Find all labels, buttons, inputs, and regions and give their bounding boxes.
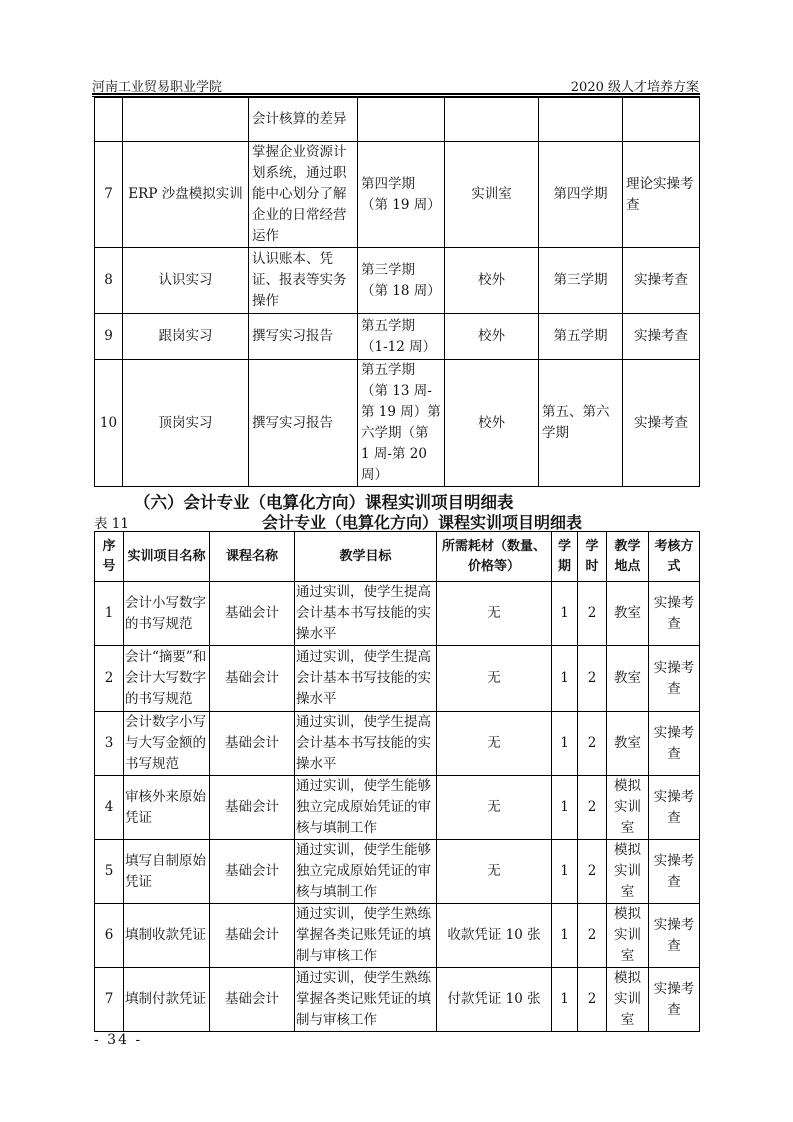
table-cell: 4: [95, 776, 124, 840]
table-cell: 模拟实训室: [607, 904, 649, 968]
table-cell: 3: [95, 712, 124, 776]
table-cell: 第五学期（第 13 周-第 19 周）第六学期（第 1 周-第 20 周）: [358, 360, 445, 487]
table-cell: 2: [578, 776, 607, 840]
table-cell: [95, 98, 123, 142]
table-cell: 收款凭证 10 张: [437, 904, 552, 968]
table-cell: 2: [578, 840, 607, 904]
table-title: 会计专业（电算化方向）课程实训项目明细表: [262, 513, 583, 532]
table-cell: 模拟实训室: [607, 840, 649, 904]
table-cell: 第四学期: [539, 142, 623, 248]
table-row: [95, 142, 700, 248]
table-cell: [358, 98, 445, 142]
table-cell: 1: [552, 712, 578, 776]
table-cell: 填制付款凭证: [124, 968, 210, 1032]
table-row: [95, 248, 700, 314]
table-cell: 1: [95, 582, 124, 646]
table-cell: 2: [578, 904, 607, 968]
table-cell: 付款凭证 10 张: [437, 968, 552, 1032]
training-schedule-table: [94, 97, 700, 487]
table-cell: 校外: [445, 314, 539, 360]
table-row: [95, 98, 700, 142]
table-cell: 模拟实训室: [607, 968, 649, 1032]
table-cell: 会计“摘要”和会计大写数字的书写规范: [124, 646, 210, 712]
column-header: 课程名称: [210, 532, 295, 582]
table-cell: 基础会计: [210, 712, 295, 776]
table-cell: 掌握企业资源计划系统，通过职能中心划分了解企业的日常经营运作: [249, 142, 358, 248]
table-cell: 教室: [607, 646, 649, 712]
table-cell: 第三学期: [539, 248, 623, 314]
table-cell: 1: [552, 904, 578, 968]
table-cell: 1: [552, 776, 578, 840]
table-row: [95, 904, 700, 968]
header-divider: [92, 93, 700, 95]
table-cell: [623, 98, 700, 142]
table-cell: 审核外来原始凭证: [124, 776, 210, 840]
table-header-row: [95, 532, 700, 582]
table-cell: 1: [552, 582, 578, 646]
table-cell: 通过实训，使学生提高会计基本书写技能的实操水平: [295, 712, 437, 776]
table-cell: 模拟实训室: [607, 776, 649, 840]
table-cell: ERP 沙盘模拟实训: [123, 142, 249, 248]
table-cell: 实操考查: [649, 712, 700, 776]
table-cell: 无: [437, 776, 552, 840]
table-cell: 认识账本、凭证、报表等实务操作: [249, 248, 358, 314]
column-header: 实训项目名称: [124, 532, 210, 582]
table-cell: [445, 98, 539, 142]
table-cell: 7: [95, 968, 124, 1032]
table-cell: 无: [437, 840, 552, 904]
table-cell: 实操考查: [623, 248, 700, 314]
table-cell: 理论实操考查: [623, 142, 700, 248]
table-cell: 基础会计: [210, 646, 295, 712]
table-cell: 实操考查: [649, 582, 700, 646]
table-cell: 校外: [445, 360, 539, 487]
table-cell: 2: [578, 582, 607, 646]
table-cell: 实训室: [445, 142, 539, 248]
table-cell: 撰写实习报告: [249, 314, 358, 360]
table-cell: 实操考查: [649, 776, 700, 840]
table-cell: 填制收款凭证: [124, 904, 210, 968]
column-header: 考核方式: [649, 532, 700, 582]
table-cell: 通过实训，使学生能够独立完成原始凭证的审核与填制工作: [295, 776, 437, 840]
course-training-items-table: [94, 531, 700, 1032]
table-cell: 认识实习: [123, 248, 249, 314]
table-cell: 实操考查: [649, 646, 700, 712]
table-cell: 无: [437, 646, 552, 712]
table-cell: 1: [552, 840, 578, 904]
table-cell: 填写自制原始凭证: [124, 840, 210, 904]
table-cell: 实操考查: [649, 904, 700, 968]
table-cell: 1: [552, 968, 578, 1032]
table-cell: 基础会计: [210, 968, 295, 1032]
header-institution: 河南工业贸易职业学院: [92, 80, 223, 95]
table-row: [95, 314, 700, 360]
table-cell: 2: [578, 968, 607, 1032]
table-cell: 教室: [607, 582, 649, 646]
table-cell: 7: [95, 142, 123, 248]
table-cell: 顶岗实习: [123, 360, 249, 487]
table-cell: 通过实训，使学生熟练掌握各类记账凭证的填制与审核工作: [295, 904, 437, 968]
table-cell: 第五学期（1-12 周）: [358, 314, 445, 360]
column-header: 所需耗材（数量、价格等）: [437, 532, 552, 582]
table-cell: 第五学期: [539, 314, 623, 360]
table-cell: 无: [437, 712, 552, 776]
table-cell: 6: [95, 904, 124, 968]
table-cell: 第五、第六学期: [539, 360, 623, 487]
table-number: 表 11: [94, 516, 129, 532]
table-cell: 1: [552, 646, 578, 712]
table-cell: 2: [578, 646, 607, 712]
table-cell: 校外: [445, 248, 539, 314]
table-cell: [539, 98, 623, 142]
table-cell: 通过实训，使学生能够独立完成原始凭证的审核与填制工作: [295, 840, 437, 904]
table-cell: 实操考查: [649, 840, 700, 904]
table-cell: 第四学期（第 19 周）: [358, 142, 445, 248]
table-cell: 5: [95, 840, 124, 904]
table-cell: 实操考查: [623, 360, 700, 487]
table-row: [95, 582, 700, 646]
table-cell: 8: [95, 248, 123, 314]
table-cell: 2: [95, 646, 124, 712]
table-cell: 通过实训，使学生熟练掌握各类记账凭证的填制与审核工作: [295, 968, 437, 1032]
table-cell: 基础会计: [210, 582, 295, 646]
table-cell: 2: [578, 712, 607, 776]
table-cell: 通过实训，使学生提高会计基本书写技能的实操水平: [295, 646, 437, 712]
table-cell: 会计小写数字的书写规范: [124, 582, 210, 646]
header-document-title: 2020 级人才培养方案: [570, 80, 699, 95]
table-cell: 基础会计: [210, 776, 295, 840]
column-header: 序号: [95, 532, 124, 582]
table-cell: 会计数字小写与大写金额的书写规范: [124, 712, 210, 776]
column-header: 学期: [552, 532, 578, 582]
table-row: [95, 646, 700, 712]
table-row: [95, 360, 700, 487]
table-cell: 基础会计: [210, 904, 295, 968]
table-cell: 跟岗实习: [123, 314, 249, 360]
table-row: [95, 840, 700, 904]
table-cell: [123, 98, 249, 142]
column-header: 学时: [578, 532, 607, 582]
table-cell: 实操考查: [649, 968, 700, 1032]
table-cell: 9: [95, 314, 123, 360]
table-cell: 10: [95, 360, 123, 487]
table-row: [95, 968, 700, 1032]
section-heading: （六）会计专业（电算化方向）课程实训项目明细表: [134, 493, 514, 512]
column-header: 教学目标: [295, 532, 437, 582]
table-row: [95, 776, 700, 840]
table-cell: 会计核算的差异: [249, 98, 358, 142]
table-row: [95, 712, 700, 776]
table-cell: 第三学期（第 18 周）: [358, 248, 445, 314]
table-cell: 无: [437, 582, 552, 646]
table-cell: 实操考查: [623, 314, 700, 360]
table-cell: 撰写实习报告: [249, 360, 358, 487]
column-header: 教学地点: [607, 532, 649, 582]
table-cell: 基础会计: [210, 840, 295, 904]
table-cell: 教室: [607, 712, 649, 776]
table-cell: 通过实训，使学生提高会计基本书写技能的实操水平: [295, 582, 437, 646]
page-number: - 34 -: [94, 1032, 143, 1048]
